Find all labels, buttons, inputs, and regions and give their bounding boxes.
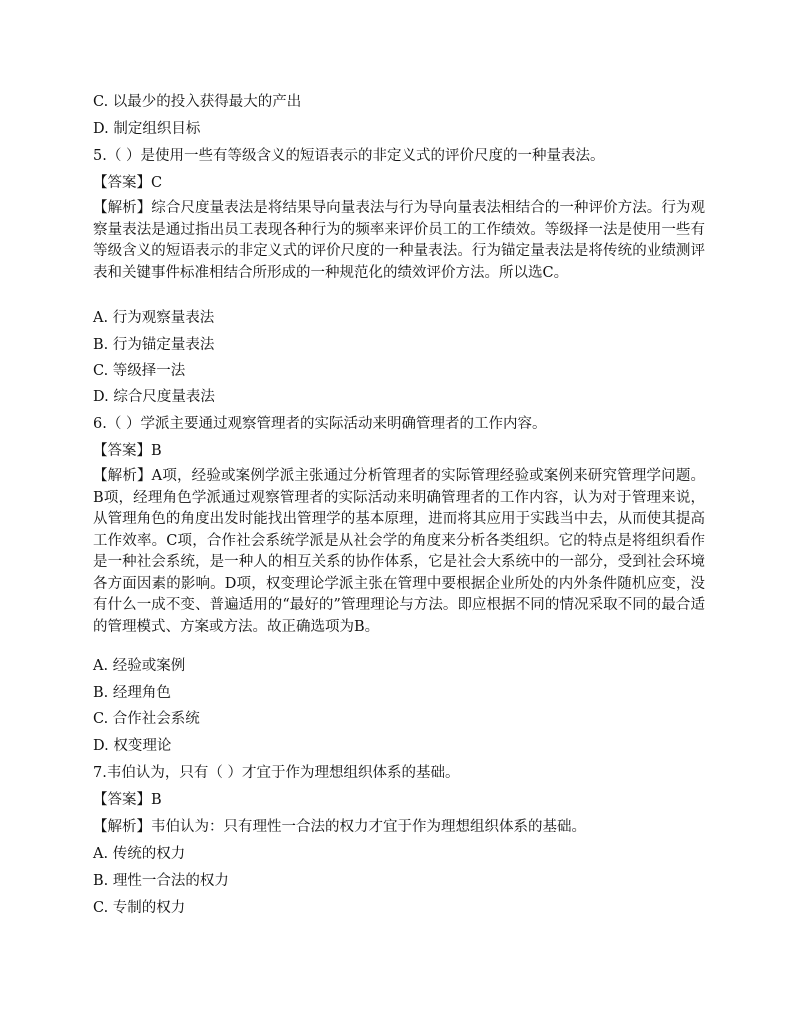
answer-q7: 【答案】B xyxy=(93,792,162,808)
option-c-q4: C. 以最少的投入获得最大的产出 xyxy=(93,94,302,110)
option-b-q6: B. 经理角色 xyxy=(93,685,171,701)
option-a-q7: A. 传统的权力 xyxy=(93,846,186,862)
question-7: 7.韦伯认为，只有（ ）才宜于作为理想组织体系的基础。 xyxy=(93,765,460,781)
answer-q6: 【答案】B xyxy=(93,443,162,459)
question-5: 5.（ ）是使用一些有等级含义的短语表示的非定义式的评价尺度的一种量表法。 xyxy=(93,148,605,164)
answer-q5: 【答案】C xyxy=(93,175,163,191)
option-d-q4: D. 制定组织目标 xyxy=(93,121,201,137)
question-6: 6.（ ）学派主要通过观察管理者的实际活动来明确管理者的工作内容。 xyxy=(93,416,547,432)
option-b-q5: B. 行为锚定量表法 xyxy=(93,337,215,353)
option-c-q6: C. 合作社会系统 xyxy=(93,711,200,727)
analysis-q6: 【解析】A项，经验或案例学派主张通过分析管理者的实际管理经验或案例来研究管理学问题。B项，经理角色学派通过观察管理者的实际活动来明确管理者的工作内容，认为对于管理来说，从管理角色的角度出发时能找出管理学的基本原理，进而将其应用于实践当中去，从而使其提高工作效率。C项，合作社会系统学派是从社会学的角度来分析各类组织。它的特点是将组织看作是一种社会系统，是一种人的相互关系的协作体系，它是社会大系统中的一部分，受到社会环境各方面因素的影响。D项，权变理论学派主张在管理中要根据企业所处的内外条件随机应变，没有什么一成不变、普遍适用的“最好的”管理理论与方法。即应根据不同的情况采取不同的最合适的管理模式、方案或方法。故正确选项为B。 xyxy=(93,468,705,635)
option-d-q5: D. 综合尺度量表法 xyxy=(93,389,215,405)
option-a-q6: A. 经验或案例 xyxy=(93,658,186,674)
option-c-q7: C. 专制的权力 xyxy=(93,900,186,916)
option-c-q5: C. 等级择一法 xyxy=(93,363,186,379)
analysis-q7: 【解析】韦伯认为：只有理性一合法的权力才宜于作为理想组织体系的基础。 xyxy=(93,819,586,835)
analysis-q5: 【解析】综合尺度量表法是将结果导向量表法与行为导向量表法相结合的一种评价方法。行为观察量表法是通过指出员工表现各种行为的频率来评价员工的工作绩效。等级择一法是使用一些有等级含义的短语表示的非定义式的评价尺度的一种量表法。行为锚定量表法是将传统的业绩测评表和关键事件标准相结合所形成的一种规范化的绩效评价方法。所以选C。 xyxy=(93,200,705,281)
option-b-q7: B. 理性一合法的权力 xyxy=(93,873,229,889)
option-a-q5: A. 行为观察量表法 xyxy=(93,310,215,326)
option-d-q6: D. 权变理论 xyxy=(93,738,172,754)
